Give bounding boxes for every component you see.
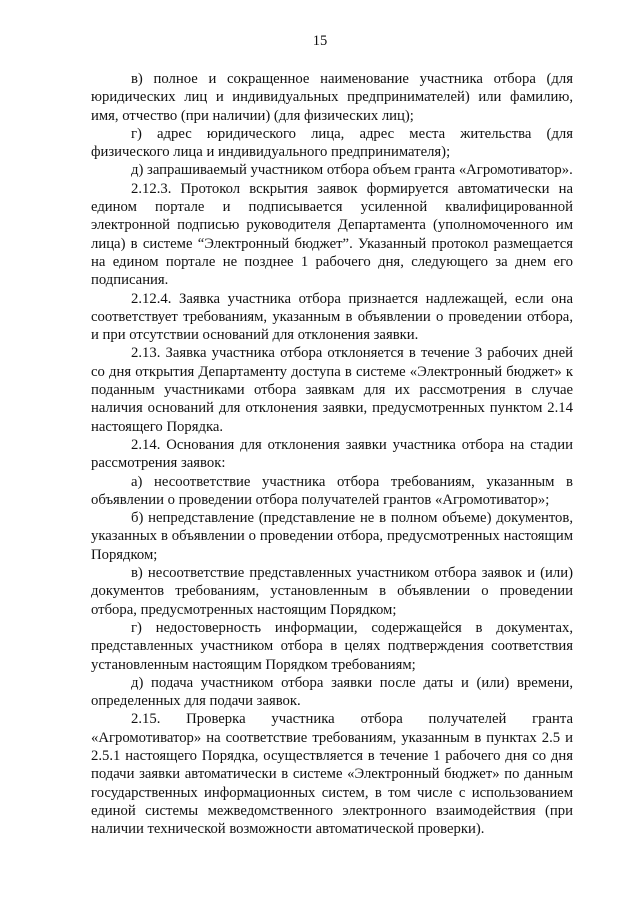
paragraph-2-14-g: г) недостоверность информации, содержащейся в документах, представленных участником отбора в целях подтверждения соответствия установленным настоящим Порядком требованиям; [91, 619, 573, 673]
paragraph-2-12-3: 2.12.3. Протокол вскрытия заявок формируется автоматически на едином портале и подписывается усиленной квалифицированной электронной подписью руководителя Департамента (уполномоченного им лица) в системе “Электронный бюджет”. Указанный протокол размещается на едином портале не позднее 1 рабочего дня, следующего за днем его подписания. [91, 180, 573, 289]
paragraph-v-name: в) полное и сокращенное наименование участника отбора (для юридических лиц и индивидуальных предпринимателей) или фамилию, имя, отчество (при наличии) (для физических лиц); [91, 71, 573, 124]
paragraph-2-14: 2.14. Основания для отклонения заявки участника отбора на стадии рассмотрения заявок: [91, 436, 573, 472]
page-number: 15 [312, 33, 328, 49]
paragraph-2-14-a: а) несоответствие участника отбора требованиям, указанным в объявлении о проведении отбора получателей грантов «Агромотиватор»; [91, 473, 573, 508]
paragraph-2-13: 2.13. Заявка участника отбора отклоняется в течение 3 рабочих дней со дня открытия Департаменту доступа в системе «Электронный бюджет» к поданным участниками отбора заявкам для их рассмотрения в случае наличия оснований для отклонения заявки, предусмотренных пунктом 2.14 настоящего Порядка. [91, 345, 573, 435]
paragraph-2-12-4: 2.12.4. Заявка участника отбора признается надлежащей, если она соответствует требованиям, указанным в объявлении о проведении отбора, и при отсутствии оснований для отклонения заявки. [91, 290, 573, 344]
paragraph-2-14-v: в) несоответствие представленных участником отбора заявок и (или) документов требованиям, установленным в объявлении о проведении отбора, предусмотренных настоящим Порядком; [91, 565, 573, 618]
paragraph-2-15: 2.15. Проверка участника отбора получателей гранта «Агромотиватор» на соответствие требованиям, указанным в пунктах 2.5 и 2.5.1 настоящего Порядка, осуществляется в течение 1 рабочего дня со дня подачи заявки автоматически в системе «Электронный бюджет» по данным государственных информационных систем, в том числе с использованием единой системы межведомственного электронного взаимодействия (при наличии технической возможности автоматической проверки). [91, 711, 573, 838]
paragraph-d-grant-amount: д) запрашиваемый участником отбора объем гранта «Агромотиватор». [131, 162, 573, 179]
document-body [91, 70, 573, 838]
paragraph-2-14-d: д) подача участником отбора заявки после даты и (или) времени, определенных для подачи заявок. [91, 674, 573, 710]
paragraph-2-14-b: б) непредставление (представление не в полном объеме) документов, указанных в объявлении о проведении отбора, предусмотренных настоящим Порядком; [91, 510, 573, 563]
paragraph-g-address: г) адрес юридического лица, адрес места жительства (для физического лица и индивидуального предпринимателя); [91, 125, 573, 161]
